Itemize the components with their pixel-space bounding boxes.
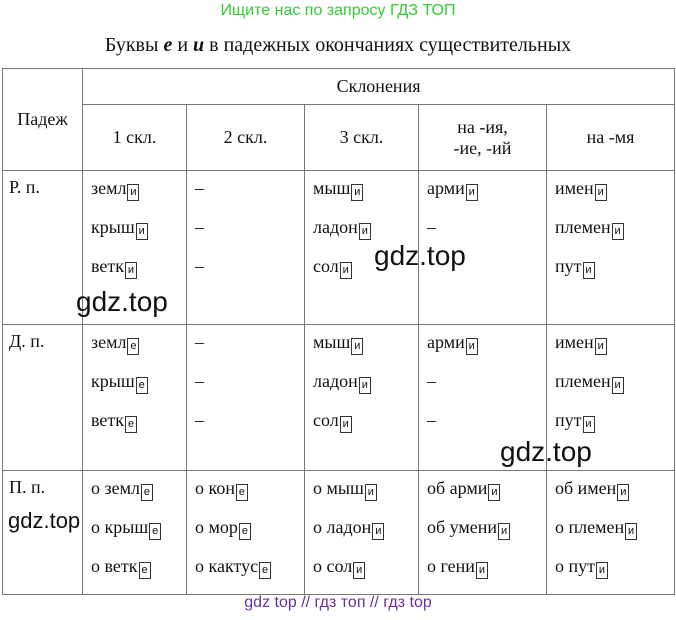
title-part: и bbox=[172, 34, 194, 56]
word-line bbox=[195, 555, 304, 594]
ending-box: и bbox=[617, 484, 629, 501]
word-stem: – bbox=[195, 256, 204, 276]
ending-box: и bbox=[488, 484, 500, 501]
watermark: gdz.top bbox=[500, 436, 592, 467]
word-line bbox=[555, 477, 674, 516]
ending-box: и bbox=[466, 338, 478, 355]
word-cell bbox=[83, 325, 187, 471]
word-cell bbox=[187, 471, 305, 595]
word-stem: о пут bbox=[555, 556, 595, 576]
word-cell bbox=[187, 171, 305, 325]
ending-box: и bbox=[595, 338, 607, 355]
header-col3: 3 скл. bbox=[305, 105, 419, 171]
ending-box: и bbox=[353, 562, 365, 579]
ending-box: е bbox=[139, 562, 151, 579]
header-col5: на -мя bbox=[547, 105, 675, 171]
top-banner[interactable]: Ищите нас по запросу ГДЗ ТОП bbox=[220, 2, 456, 19]
header-col2: 2 скл. bbox=[187, 105, 305, 171]
word-stem: ветк bbox=[91, 256, 124, 276]
word-line bbox=[427, 331, 546, 370]
word-stem: земл bbox=[91, 332, 127, 352]
word-line bbox=[555, 216, 674, 255]
endings-table bbox=[2, 68, 675, 595]
word-stem: земл bbox=[91, 178, 127, 198]
word-line bbox=[555, 555, 674, 594]
word-line bbox=[555, 177, 674, 216]
word-line bbox=[91, 555, 186, 594]
ending-box: е bbox=[239, 523, 251, 540]
case-label: Д. п. bbox=[9, 331, 45, 351]
word-stem: – bbox=[195, 371, 204, 391]
case-cell bbox=[3, 325, 83, 471]
title-part: в падежных окончаниях существительных bbox=[204, 34, 572, 56]
word-stem: арми bbox=[427, 332, 465, 352]
word-stem: крыш bbox=[91, 217, 135, 237]
word-line bbox=[555, 255, 674, 294]
word-stem: о мор bbox=[195, 517, 238, 537]
word-cell bbox=[547, 471, 675, 595]
word-cell bbox=[547, 171, 675, 325]
case-cell bbox=[3, 171, 83, 325]
word-stem: об имен bbox=[555, 478, 617, 498]
word-stem: имен bbox=[555, 178, 594, 198]
case-label: Р. п. bbox=[9, 177, 40, 197]
word-stem: пут bbox=[555, 410, 582, 430]
ending-box: и bbox=[359, 223, 371, 240]
word-stem: о ветк bbox=[91, 556, 138, 576]
word-line bbox=[195, 331, 304, 370]
word-stem: имен bbox=[555, 332, 594, 352]
word-cell bbox=[419, 471, 547, 595]
word-stem: о племен bbox=[555, 517, 625, 537]
word-stem: об умени bbox=[427, 517, 498, 537]
word-line bbox=[313, 409, 418, 448]
ending-box: и bbox=[596, 562, 608, 579]
ending-box: и bbox=[136, 223, 148, 240]
word-stem: о кон bbox=[195, 478, 235, 498]
word-stem: – bbox=[195, 178, 204, 198]
watermark: gdz.top bbox=[76, 286, 168, 317]
word-cell bbox=[305, 471, 419, 595]
ending-box: и bbox=[365, 484, 377, 501]
word-line bbox=[555, 331, 674, 370]
title-letter-i: и bbox=[193, 34, 205, 56]
word-stem: – bbox=[427, 371, 436, 391]
page-title bbox=[0, 34, 676, 57]
title-part: Буквы bbox=[104, 34, 164, 56]
word-stem: сол bbox=[313, 410, 339, 430]
word-stem: – bbox=[195, 410, 204, 430]
ending-box: и bbox=[583, 262, 595, 279]
word-line bbox=[427, 555, 546, 594]
word-stem: – bbox=[427, 217, 436, 237]
ending-box: е bbox=[127, 338, 139, 355]
word-stem: мыш bbox=[313, 332, 351, 352]
ending-box: и bbox=[125, 262, 137, 279]
word-line bbox=[313, 370, 418, 409]
ending-box: е bbox=[149, 523, 161, 540]
footer-links[interactable]: gdz top // гдз топ // гдз top bbox=[244, 594, 432, 611]
word-line bbox=[91, 516, 186, 555]
title-letter-e: е bbox=[163, 34, 173, 56]
word-line bbox=[91, 331, 186, 370]
word-stem: крыш bbox=[91, 371, 135, 391]
word-line bbox=[313, 331, 418, 370]
ending-box: е bbox=[259, 562, 271, 579]
ending-box: и bbox=[466, 184, 478, 201]
ending-box: и bbox=[625, 523, 637, 540]
ending-box: и bbox=[476, 562, 488, 579]
word-line bbox=[195, 370, 304, 409]
word-stem: о ладон bbox=[313, 517, 372, 537]
word-line bbox=[195, 477, 304, 516]
word-stem: – bbox=[427, 410, 436, 430]
word-stem: о кактус bbox=[195, 556, 259, 576]
ending-box: и bbox=[583, 416, 595, 433]
word-line bbox=[91, 477, 186, 516]
header-col4 bbox=[419, 105, 547, 171]
word-line bbox=[195, 255, 304, 294]
word-cell bbox=[187, 325, 305, 471]
word-line bbox=[555, 370, 674, 409]
word-line bbox=[195, 409, 304, 448]
case-label: П. п. bbox=[9, 477, 46, 497]
word-stem: о земл bbox=[91, 478, 140, 498]
header-declensions: Склонения bbox=[83, 69, 675, 105]
ending-box: и bbox=[351, 338, 363, 355]
word-line bbox=[555, 516, 674, 555]
ending-box: е bbox=[236, 484, 248, 501]
header-col4-line1: на -ия, bbox=[457, 116, 508, 137]
ending-box: и bbox=[359, 377, 371, 394]
word-stem: – bbox=[195, 217, 204, 237]
word-stem: ладон bbox=[313, 217, 358, 237]
word-stem: о гени bbox=[427, 556, 475, 576]
word-cell bbox=[305, 325, 419, 471]
word-line bbox=[91, 370, 186, 409]
word-stem: ладон bbox=[313, 371, 358, 391]
word-line bbox=[91, 177, 186, 216]
ending-box: е bbox=[141, 484, 153, 501]
word-line bbox=[91, 409, 186, 448]
word-line bbox=[427, 177, 546, 216]
word-line bbox=[195, 177, 304, 216]
word-stem: о крыш bbox=[91, 517, 149, 537]
word-line bbox=[195, 516, 304, 555]
word-stem: пут bbox=[555, 256, 582, 276]
ending-box: и bbox=[612, 377, 624, 394]
word-line bbox=[313, 477, 418, 516]
ending-box: и bbox=[612, 223, 624, 240]
word-stem: об арми bbox=[427, 478, 488, 498]
header-col4-line2: -ие, -ий bbox=[453, 137, 512, 158]
word-stem: арми bbox=[427, 178, 465, 198]
header-case: Падеж bbox=[3, 69, 83, 171]
word-stem: племен bbox=[555, 217, 611, 237]
ending-box: и bbox=[340, 262, 352, 279]
word-line bbox=[313, 555, 418, 594]
ending-box: и bbox=[498, 523, 510, 540]
watermark: gdz.top bbox=[8, 508, 81, 533]
word-stem: мыш bbox=[313, 178, 351, 198]
word-line bbox=[313, 177, 418, 216]
watermark: gdz.top bbox=[374, 240, 466, 271]
ending-box: и bbox=[595, 184, 607, 201]
word-stem: о мыш bbox=[313, 478, 364, 498]
ending-box: и bbox=[372, 523, 384, 540]
word-line bbox=[427, 516, 546, 555]
ending-box: и bbox=[340, 416, 352, 433]
word-line bbox=[427, 370, 546, 409]
header-col1: 1 скл. bbox=[83, 105, 187, 171]
word-stem: о сол bbox=[313, 556, 353, 576]
ending-box: и bbox=[351, 184, 363, 201]
word-line bbox=[427, 477, 546, 516]
ending-box: е bbox=[125, 416, 137, 433]
word-line bbox=[195, 216, 304, 255]
word-cell bbox=[83, 471, 187, 595]
word-stem: – bbox=[195, 332, 204, 352]
word-stem: ветк bbox=[91, 410, 124, 430]
ending-box: и bbox=[127, 184, 139, 201]
word-line bbox=[91, 216, 186, 255]
word-line bbox=[313, 516, 418, 555]
ending-box: е bbox=[136, 377, 148, 394]
word-stem: племен bbox=[555, 371, 611, 391]
word-stem: сол bbox=[313, 256, 339, 276]
